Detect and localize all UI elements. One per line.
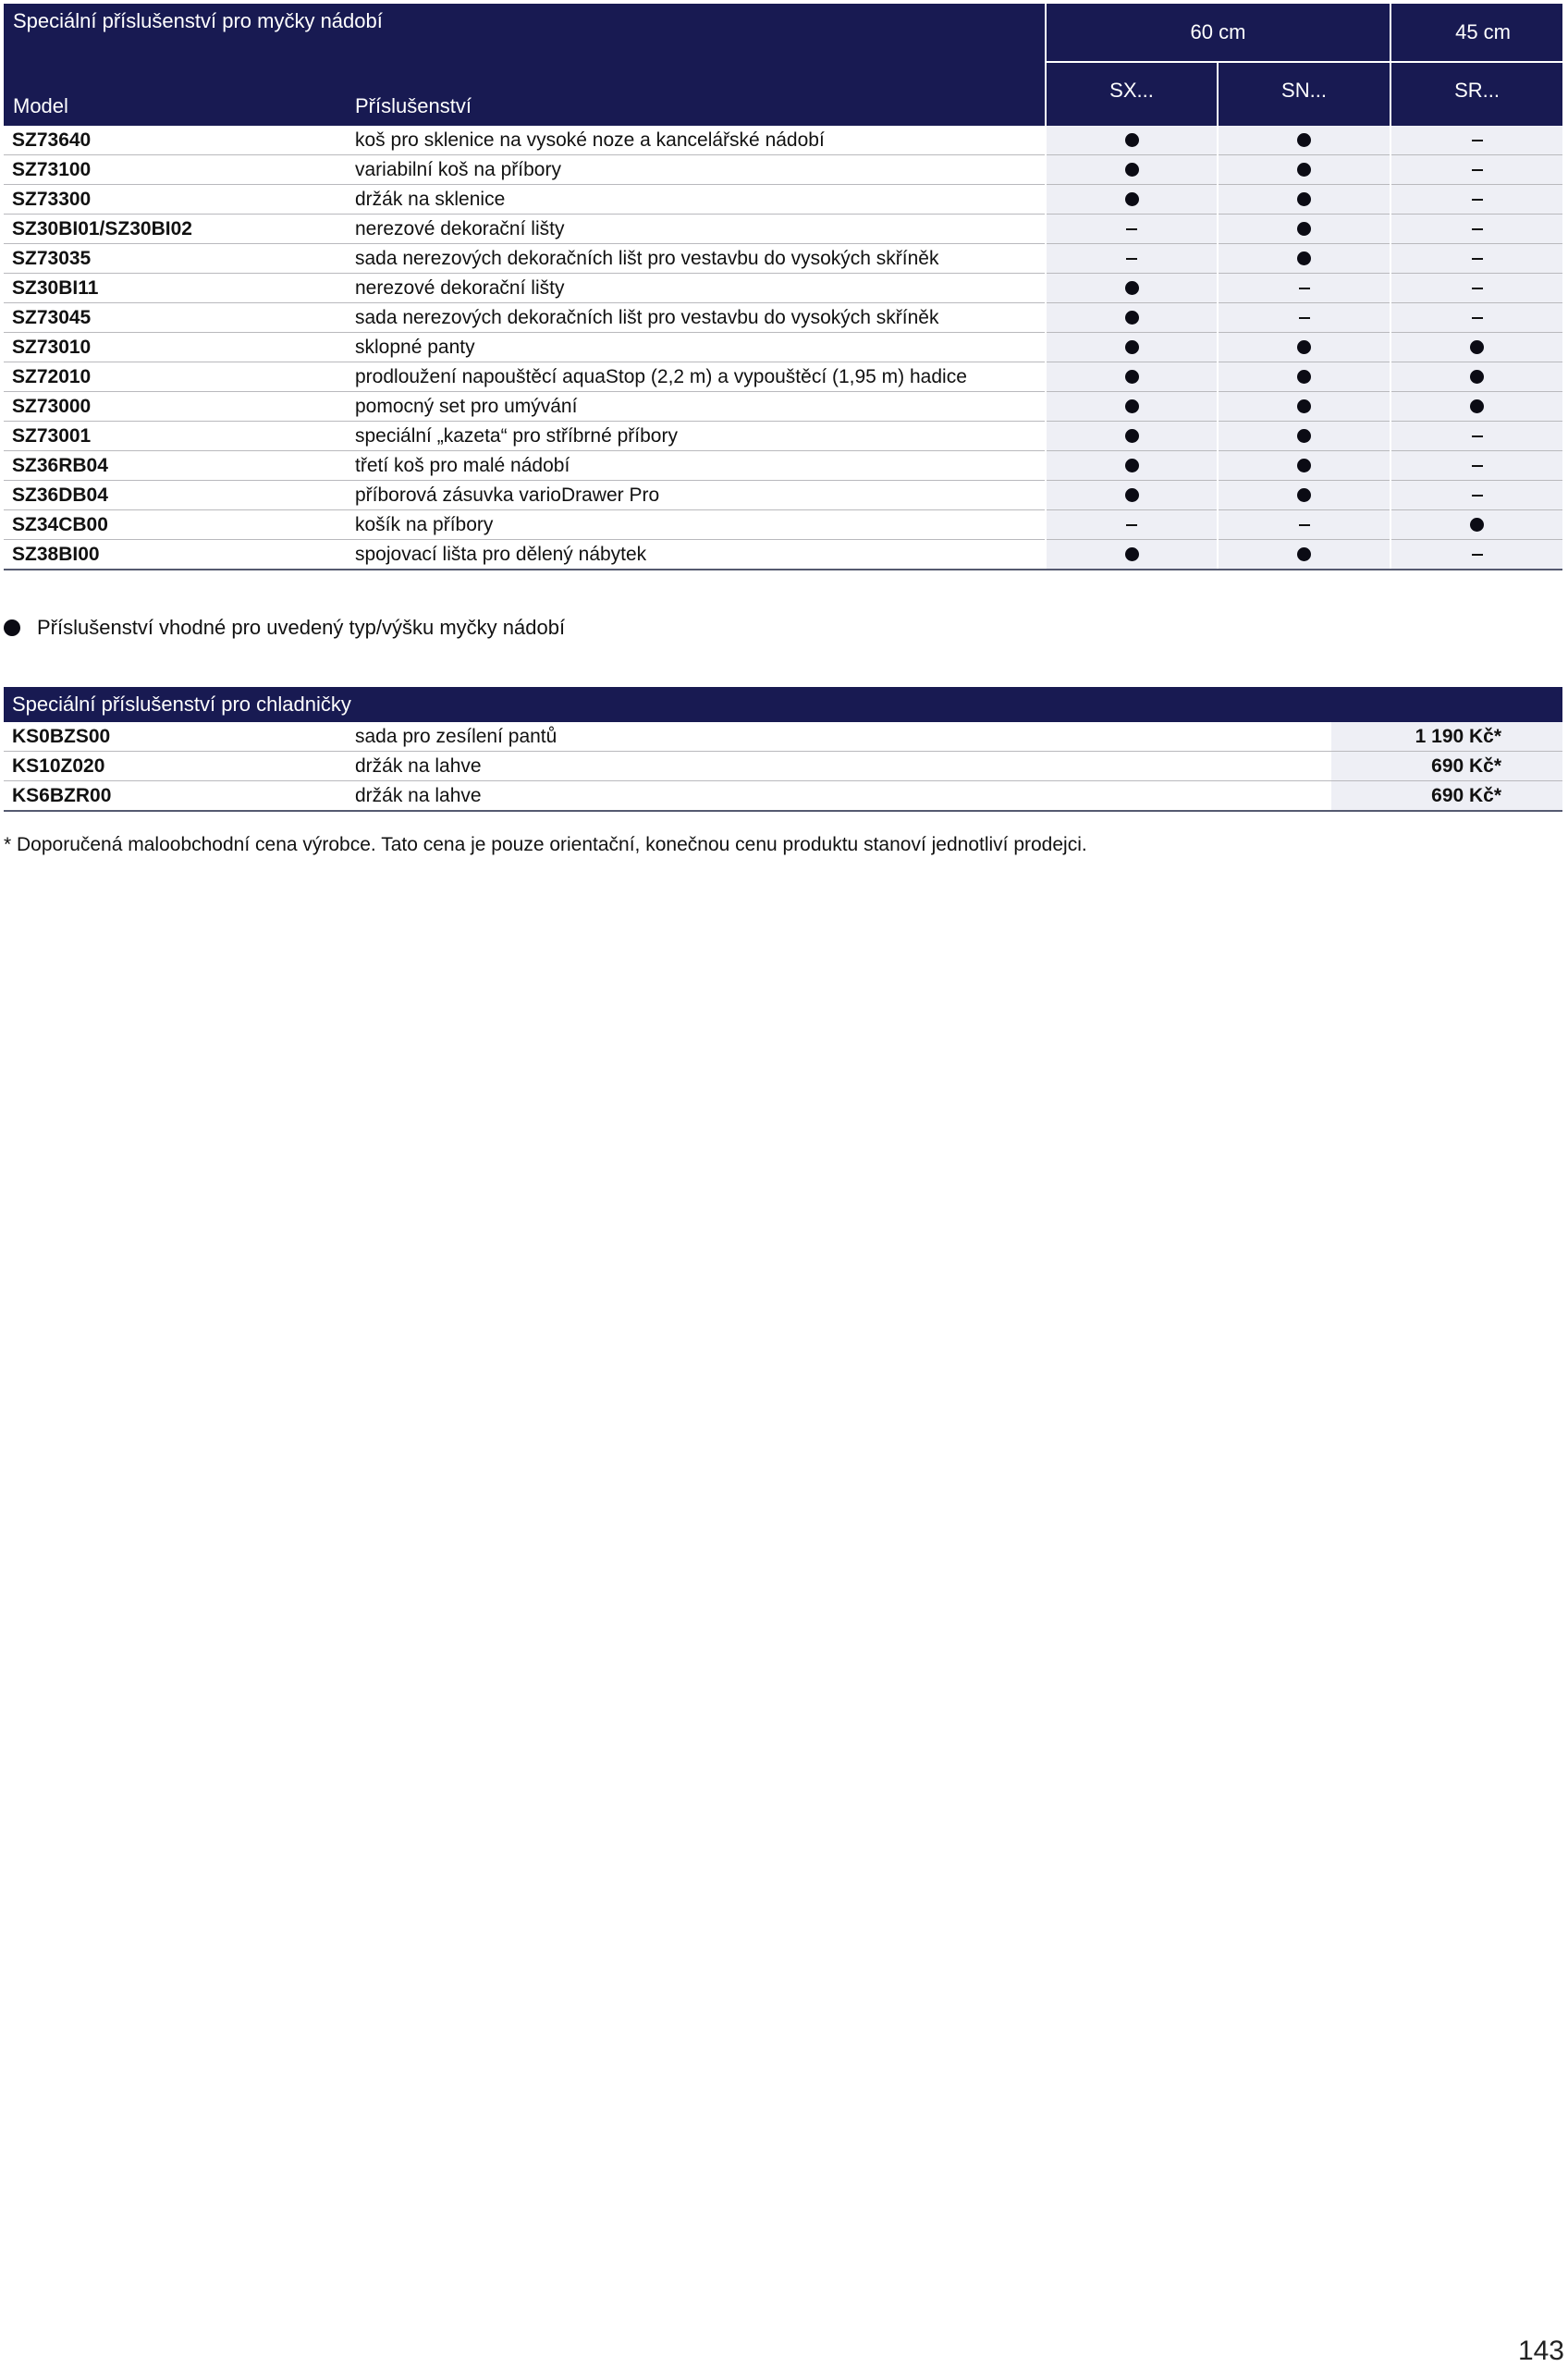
compatible-dot-icon: [1125, 547, 1139, 561]
model-code: KS0BZS00: [4, 722, 349, 752]
compat-cell-sx: [1046, 510, 1218, 540]
accessory-description: držák na lahve: [349, 752, 1331, 781]
compat-cell-sx: [1046, 422, 1218, 451]
compat-cell-sn: [1218, 362, 1390, 392]
compat-cell-sx: [1046, 185, 1218, 215]
compat-cell-sr: [1390, 333, 1562, 362]
not-available-dash-icon: [1299, 317, 1310, 319]
not-available-dash-icon: [1472, 465, 1483, 467]
compat-cell-sr: [1390, 215, 1562, 244]
compatible-dot-icon: [1125, 281, 1139, 295]
accessory-description: sklopné panty: [349, 333, 1046, 362]
compatible-dot-icon: [1125, 370, 1139, 384]
compatible-dot-icon: [1297, 222, 1311, 236]
compat-cell-sn: [1218, 244, 1390, 274]
compatible-dot-icon: [1297, 251, 1311, 265]
accessory-description: nerezové dekorační lišty: [349, 215, 1046, 244]
not-available-dash-icon: [1472, 228, 1483, 230]
compatible-dot-icon: [1470, 340, 1484, 354]
compat-cell-sn: [1218, 274, 1390, 303]
compatible-dot-icon: [1125, 459, 1139, 472]
model-code: SZ30BI11: [4, 274, 349, 303]
bullet-dot-icon: [4, 619, 20, 636]
compat-cell-sx: [1046, 244, 1218, 274]
model-code: SZ36RB04: [4, 451, 349, 481]
accessory-description: držák na sklenice: [349, 185, 1046, 215]
footnote: * Doporučená maloobchodní cena výrobce. Tato cena je pouze orientační, konečnou cenu produktu stanoví jednotliví prodejci.: [4, 834, 1087, 855]
table-row: [4, 422, 1562, 451]
compat-cell-sx: [1046, 451, 1218, 481]
compat-cell-sx: [1046, 126, 1218, 155]
compatible-dot-icon: [1297, 429, 1311, 443]
compatible-dot-icon: [1470, 399, 1484, 413]
compatible-dot-icon: [1297, 488, 1311, 502]
model-code: SZ73640: [4, 126, 349, 155]
compat-cell-sr: [1390, 126, 1562, 155]
compat-cell-sx: [1046, 215, 1218, 244]
compat-cell-sn: [1218, 481, 1390, 510]
group-header-45cm: 45 cm: [1390, 4, 1562, 62]
not-available-dash-icon: [1472, 288, 1483, 289]
compatible-dot-icon: [1297, 163, 1311, 177]
not-available-dash-icon: [1472, 495, 1483, 497]
model-code: SZ73001: [4, 422, 349, 451]
compat-cell-sr: [1390, 185, 1562, 215]
compatible-dot-icon: [1125, 429, 1139, 443]
compat-cell-sr: [1390, 540, 1562, 570]
compat-cell-sx: [1046, 392, 1218, 422]
compatible-dot-icon: [1297, 459, 1311, 472]
model-code: KS10Z020: [4, 752, 349, 781]
accessory-description: sada nerezových dekoračních lišt pro vestavbu do vysokých skříněk: [349, 244, 1046, 274]
compatible-dot-icon: [1297, 340, 1311, 354]
not-available-dash-icon: [1472, 199, 1483, 201]
table-row: [4, 303, 1562, 333]
accessory-description: variabilní koš na příbory: [349, 155, 1046, 185]
table-row: [4, 781, 1562, 812]
model-code: SZ30BI01/SZ30BI02: [4, 215, 349, 244]
price: 690 Kč*: [1331, 752, 1562, 781]
table-row: [4, 244, 1562, 274]
accessory-description: prodloužení napouštěcí aquaStop (2,2 m) a vypouštěcí (1,95 m) hadice: [349, 362, 1046, 392]
subheader-sn: SN...: [1218, 62, 1390, 126]
model-code: SZ38BI00: [4, 540, 349, 570]
compat-cell-sx: [1046, 540, 1218, 570]
subheader-sr: SR...: [1390, 62, 1562, 126]
not-available-dash-icon: [1472, 435, 1483, 437]
compat-cell-sr: [1390, 362, 1562, 392]
group-header-60cm: 60 cm: [1046, 4, 1390, 62]
compatible-dot-icon: [1297, 133, 1311, 147]
compat-cell-sx: [1046, 303, 1218, 333]
compatible-dot-icon: [1125, 399, 1139, 413]
not-available-dash-icon: [1299, 524, 1310, 526]
compatible-dot-icon: [1125, 340, 1139, 354]
compatible-dot-icon: [1470, 370, 1484, 384]
not-available-dash-icon: [1126, 258, 1137, 260]
compat-cell-sr: [1390, 451, 1562, 481]
accessory-description: příborová zásuvka varioDrawer Pro: [349, 481, 1046, 510]
model-code: SZ36DB04: [4, 481, 349, 510]
not-available-dash-icon: [1472, 140, 1483, 141]
compat-cell-sn: [1218, 333, 1390, 362]
accessory-description: držák na lahve: [349, 781, 1331, 812]
column-header-model: Model: [13, 94, 68, 117]
compat-cell-sr: [1390, 392, 1562, 422]
compat-cell-sr: [1390, 481, 1562, 510]
table-row: [4, 752, 1562, 781]
table-row: [4, 333, 1562, 362]
price: 690 Kč*: [1331, 781, 1562, 812]
compat-cell-sx: [1046, 481, 1218, 510]
legend-text: Příslušenství vhodné pro uvedený typ/výšku myčky nádobí: [37, 616, 566, 639]
compat-cell-sx: [1046, 155, 1218, 185]
accessory-description: speciální „kazeta“ pro stříbrné příbory: [349, 422, 1046, 451]
model-code: SZ73100: [4, 155, 349, 185]
compatible-dot-icon: [1125, 192, 1139, 206]
dishwasher-table-body: [4, 126, 1562, 570]
compat-cell-sn: [1218, 422, 1390, 451]
compatible-dot-icon: [1297, 370, 1311, 384]
not-available-dash-icon: [1299, 288, 1310, 289]
compatible-dot-icon: [1297, 192, 1311, 206]
model-code: SZ72010: [4, 362, 349, 392]
compat-cell-sn: [1218, 392, 1390, 422]
compat-cell-sn: [1218, 510, 1390, 540]
table-row: [4, 540, 1562, 570]
compatible-dot-icon: [1297, 399, 1311, 413]
compat-cell-sr: [1390, 422, 1562, 451]
not-available-dash-icon: [1472, 169, 1483, 171]
compatible-dot-icon: [1125, 488, 1139, 502]
fridge-table-body: [4, 722, 1562, 811]
dishwasher-accessories-table: [4, 4, 1562, 570]
dishwasher-table-title: Speciální příslušenství pro myčky nádobí: [13, 9, 383, 32]
table-row: [4, 155, 1562, 185]
compat-cell-sr: [1390, 303, 1562, 333]
page-number: 143: [1517, 2336, 1564, 2366]
model-code: SZ73045: [4, 303, 349, 333]
accessory-description: košík na příbory: [349, 510, 1046, 540]
table-row: [4, 215, 1562, 244]
compatible-dot-icon: [1125, 311, 1139, 325]
compat-cell-sr: [1390, 510, 1562, 540]
compat-cell-sn: [1218, 451, 1390, 481]
subheader-sx: SX...: [1046, 62, 1218, 126]
not-available-dash-icon: [1472, 258, 1483, 260]
table-row: [4, 722, 1562, 752]
accessory-description: sada nerezových dekoračních lišt pro vestavbu do vysokých skříněk: [349, 303, 1046, 333]
table-row: [4, 481, 1562, 510]
compat-cell-sn: [1218, 185, 1390, 215]
accessory-description: pomocný set pro umývání: [349, 392, 1046, 422]
not-available-dash-icon: [1472, 554, 1483, 556]
compatible-dot-icon: [1125, 133, 1139, 147]
compatible-dot-icon: [1125, 163, 1139, 177]
compat-cell-sn: [1218, 540, 1390, 570]
not-available-dash-icon: [1472, 317, 1483, 319]
column-header-accessory: Příslušenství: [355, 94, 472, 117]
table-row: [4, 392, 1562, 422]
fridge-table-title: Speciální příslušenství pro chladničky: [4, 687, 1562, 722]
compat-cell-sr: [1390, 244, 1562, 274]
table-row: [4, 510, 1562, 540]
compat-cell-sn: [1218, 155, 1390, 185]
table-row: [4, 274, 1562, 303]
model-code: KS6BZR00: [4, 781, 349, 812]
compatible-dot-icon: [1297, 547, 1311, 561]
accessory-description: koš pro sklenice na vysoké noze a kancelářské nádobí: [349, 126, 1046, 155]
compat-cell-sn: [1218, 215, 1390, 244]
model-code: SZ73000: [4, 392, 349, 422]
legend: [4, 616, 565, 640]
compat-cell-sx: [1046, 333, 1218, 362]
model-code: SZ34CB00: [4, 510, 349, 540]
compat-cell-sn: [1218, 303, 1390, 333]
not-available-dash-icon: [1126, 228, 1137, 230]
accessory-description: nerezové dekorační lišty: [349, 274, 1046, 303]
compat-cell-sx: [1046, 362, 1218, 392]
compat-cell-sr: [1390, 155, 1562, 185]
model-code: SZ73035: [4, 244, 349, 274]
compat-cell-sn: [1218, 126, 1390, 155]
table-row: [4, 451, 1562, 481]
accessory-description: sada pro zesílení pantů: [349, 722, 1331, 752]
price: 1 190 Kč*: [1331, 722, 1562, 752]
compat-cell-sr: [1390, 274, 1562, 303]
table-row: [4, 126, 1562, 155]
model-code: SZ73010: [4, 333, 349, 362]
dishwasher-table-header: [4, 4, 1046, 126]
table-row: [4, 362, 1562, 392]
not-available-dash-icon: [1126, 524, 1137, 526]
fridge-accessories-table: [4, 687, 1562, 812]
accessory-description: třetí koš pro malé nádobí: [349, 451, 1046, 481]
table-row: [4, 185, 1562, 215]
compatible-dot-icon: [1470, 518, 1484, 532]
model-code: SZ73300: [4, 185, 349, 215]
compat-cell-sx: [1046, 274, 1218, 303]
accessory-description: spojovací lišta pro dělený nábytek: [349, 540, 1046, 570]
